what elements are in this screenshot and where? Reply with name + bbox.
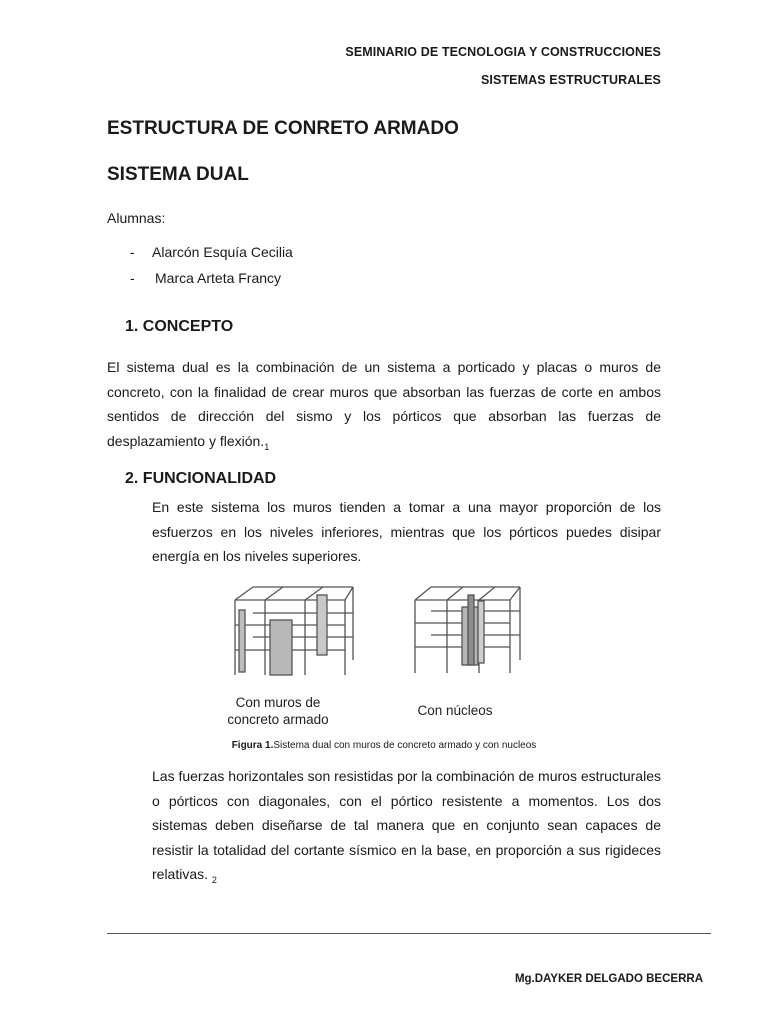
footer-divider bbox=[107, 933, 711, 934]
document-subtitle: SISTEMA DUAL bbox=[107, 164, 249, 185]
concepto-text: El sistema dual es la combinación de un sistema a porticado y placas o muros de concreto, con la finalidad de crear muros que absorban las fuerzas de corte en ambos sentidos de dirección del sismo y los pórticos que absorban las fuerzas de desplazamiento y flexión. bbox=[107, 359, 661, 449]
frame-with-cores-diagram bbox=[415, 587, 520, 673]
frame-with-walls-diagram bbox=[235, 587, 353, 675]
section-heading-funcionalidad: 2. FUNCIONALIDAD bbox=[125, 470, 277, 487]
footer-author: Mg.DAYKER DELGADO BECERRA bbox=[514, 973, 703, 985]
students-label: Alumnas: bbox=[107, 210, 166, 226]
figure-caption-number: Figura 1. bbox=[231, 740, 274, 751]
section-heading-concepto: 1. CONCEPTO bbox=[125, 318, 234, 335]
figure-dual-system bbox=[225, 585, 525, 685]
figure-label-walls: Con muros de concreto armado bbox=[227, 695, 329, 727]
student-name: Marca Arteta Francy bbox=[155, 270, 282, 286]
footnote-ref: 2 bbox=[211, 874, 217, 885]
figure-caption-text: Sistema dual con muros de concreto armado y con nucleos bbox=[273, 740, 537, 751]
footnote-ref: 1 bbox=[264, 441, 270, 452]
bullet-dash: - bbox=[130, 270, 135, 286]
funcionalidad-paragraph: En este sistema los muros tienden a tomar a una mayor proporción de los esfuerzos en los niveles inferiores, mientras que los pórticos puedes disipar energía en los niveles superiores. bbox=[152, 499, 661, 564]
header-subject: SISTEMAS ESTRUCTURALES bbox=[481, 73, 661, 87]
bullet-dash: - bbox=[130, 244, 135, 260]
concepto-paragraph bbox=[107, 355, 661, 459]
resistance-paragraph bbox=[152, 764, 661, 892]
figure-label-cores: Con núcleos bbox=[417, 703, 493, 718]
student-name: Alarcón Esquía Cecilia bbox=[152, 244, 293, 260]
figure-caption bbox=[0, 740, 768, 751]
resistance-text: Las fuerzas horizontales son resistidas por la combinación de muros estructurales o pórticos con diagonales, con el pórtico resistente a momentos. Los dos sistemas deben diseñarse de tal manera que en conjunto sean capaces de resistir la totalidad del cortante sísmico en la base, en proporción a sus rigideces relativas. bbox=[152, 768, 661, 882]
document-title: ESTRUCTURA DE CONRETO ARMADO bbox=[107, 118, 459, 139]
header-course: SEMINARIO DE TECNOLOGIA Y CONSTRUCCIONES bbox=[345, 45, 661, 59]
